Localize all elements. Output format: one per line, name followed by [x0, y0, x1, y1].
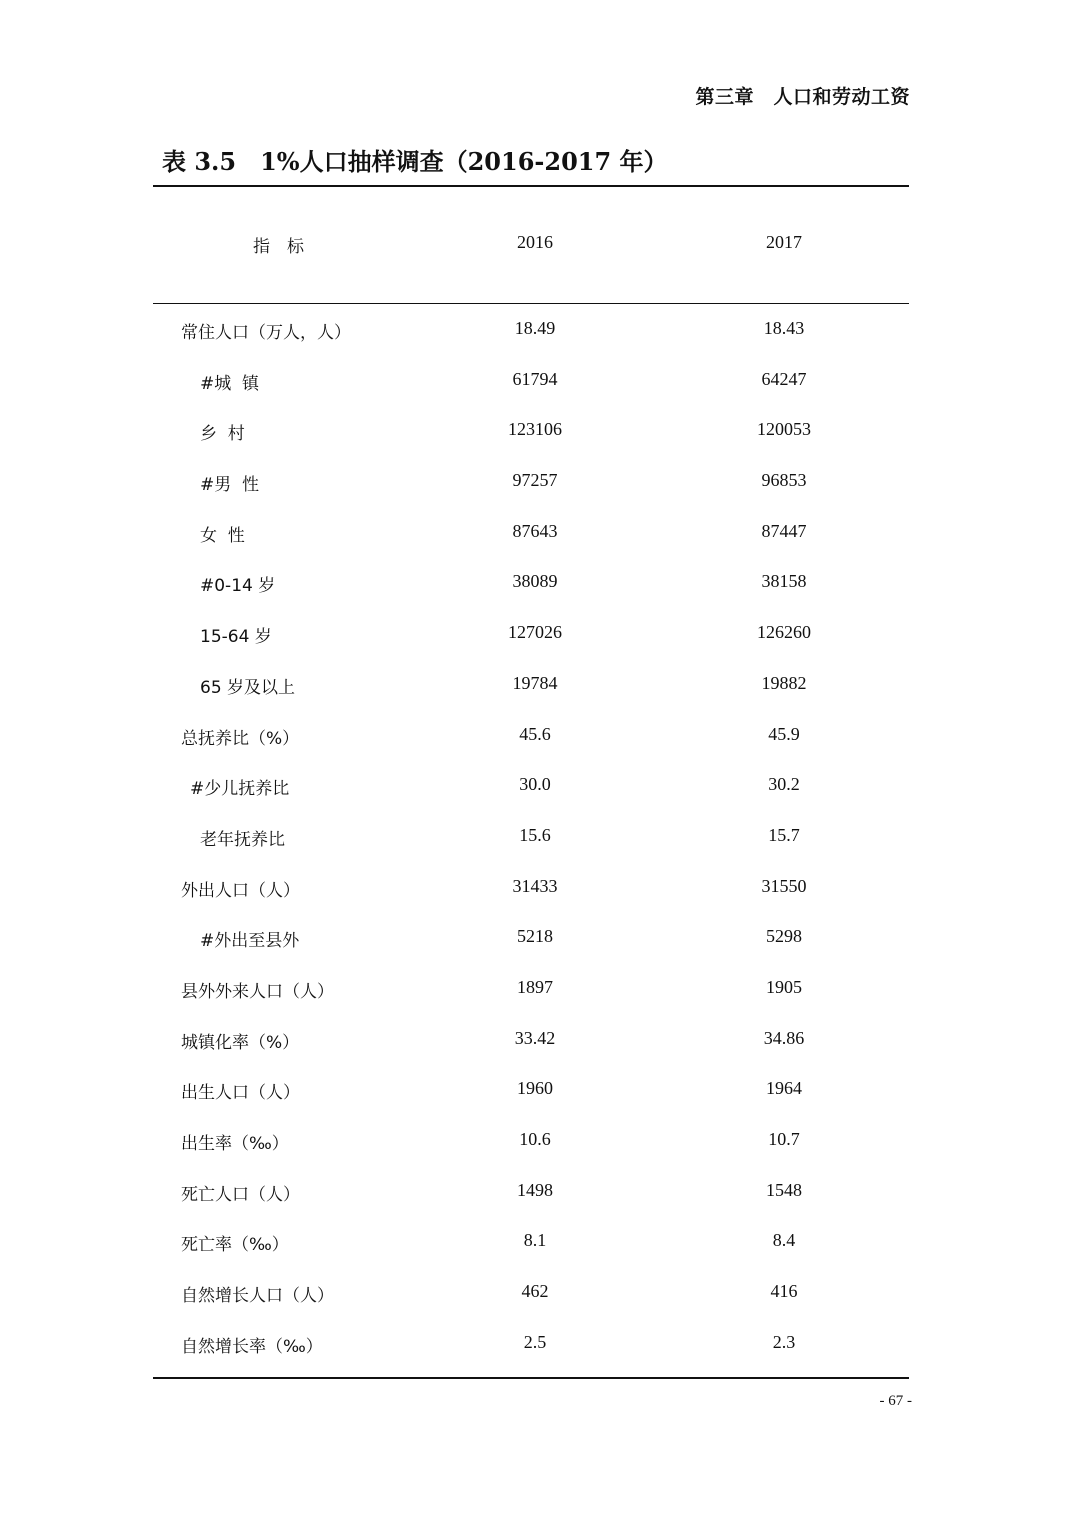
row-value-2016: 462: [521, 1281, 549, 1302]
row-value-2016: 18.49: [514, 318, 556, 338]
table-row: [153, 1230, 909, 1281]
row-value-2016: 61794: [512, 368, 558, 389]
table-row: [153, 825, 909, 876]
row-value-2017: 2.3: [772, 1331, 796, 1352]
table-row: [153, 1180, 909, 1231]
table-body: [153, 318, 909, 1382]
table-header-row: [153, 232, 909, 262]
row-value-2016: 31433: [512, 875, 558, 896]
row-label: #0-14 岁: [200, 576, 276, 597]
row-label: 死亡率（‰）: [181, 1235, 289, 1256]
row-value-2017: 1548: [766, 1179, 802, 1200]
row-value-2017: 1964: [766, 1078, 802, 1099]
row-value-2016: 38089: [512, 571, 558, 592]
row-value-2016: 19784: [512, 672, 558, 693]
row-label: 总抚养比（%）: [181, 728, 300, 749]
table-top-rule: [153, 185, 909, 187]
row-label: 乡 村: [200, 424, 245, 445]
row-label: #少儿抚养比: [190, 779, 290, 800]
row-value-2017: 45.9: [768, 723, 800, 744]
table-row: [153, 1129, 909, 1180]
row-value-2016: 45.6: [519, 723, 551, 744]
row-value-2017: 30.2: [768, 774, 800, 795]
row-value-2017: 5298: [766, 926, 802, 947]
row-value-2016: 10.6: [519, 1129, 551, 1149]
row-label: 城镇化率（%）: [181, 1032, 300, 1053]
row-label: 65 岁及以上: [200, 677, 296, 698]
row-label: 出生人口（人）: [181, 1083, 300, 1104]
row-label: #男 性: [200, 475, 260, 496]
row-value-2017: 1905: [766, 976, 802, 997]
row-value-2017: 18.43: [763, 318, 805, 338]
table-row: [153, 521, 909, 572]
row-value-2016: 1960: [517, 1078, 553, 1099]
table-row: [153, 318, 909, 369]
row-value-2017: 126260: [757, 622, 811, 643]
row-value-2016: 127026: [508, 622, 562, 643]
row-value-2016: 87643: [512, 520, 558, 541]
row-value-2017: 34.86: [763, 1027, 805, 1048]
row-value-2017: 10.7: [768, 1129, 800, 1149]
table-row: [153, 470, 909, 521]
table-row: [153, 724, 909, 775]
column-header-2016: 2016: [517, 232, 553, 252]
row-value-2017: 416: [770, 1281, 798, 1302]
table-title: 表 3.5 1%人口抽样调查（2016-2017 年）: [162, 147, 668, 176]
table-row: [153, 1078, 909, 1129]
row-value-2016: 97257: [512, 470, 558, 491]
table-row: [153, 876, 909, 927]
row-label: 15-64 岁: [200, 627, 272, 648]
table-header-rule: [153, 303, 909, 304]
row-value-2016: 8.1: [523, 1230, 547, 1251]
row-label: #外出至县外: [200, 931, 300, 952]
table-row: [153, 369, 909, 420]
row-value-2016: 33.42: [514, 1027, 556, 1048]
table-row: [153, 1281, 909, 1332]
table-row: [153, 571, 909, 622]
column-header-indicator: 指 标: [253, 237, 304, 257]
row-value-2016: 1498: [517, 1179, 553, 1200]
row-label: 老年抚养比: [200, 829, 285, 850]
row-value-2017: 31550: [761, 875, 807, 896]
table-row: [153, 1028, 909, 1079]
column-header-2017: 2017: [766, 232, 802, 252]
row-value-2017: 38158: [761, 571, 807, 592]
row-value-2016: 5218: [517, 926, 553, 947]
row-label: 死亡人口（人）: [181, 1184, 300, 1205]
row-label: #城 镇: [200, 373, 260, 394]
row-value-2017: 120053: [757, 419, 811, 440]
row-value-2017: 15.7: [768, 824, 800, 845]
chapter-header: 第三章 人口和劳动工资: [695, 86, 910, 108]
row-value-2017: 8.4: [772, 1230, 796, 1251]
table-row: [153, 673, 909, 724]
row-value-2016: 2.5: [523, 1331, 547, 1352]
page-number: - 67 -: [879, 1393, 912, 1409]
table-row: [153, 926, 909, 977]
row-label: 出生率（‰）: [181, 1134, 289, 1154]
row-value-2017: 87447: [761, 520, 807, 541]
table-row: [153, 977, 909, 1028]
row-value-2016: 123106: [508, 419, 562, 440]
row-label: 县外外来人口（人）: [181, 981, 334, 1002]
row-label: 女 性: [200, 525, 245, 546]
row-value-2016: 15.6: [519, 824, 551, 845]
row-label: 自然增长率（‰）: [181, 1336, 323, 1357]
row-value-2017: 96853: [761, 470, 807, 491]
table-bottom-rule: [153, 1377, 909, 1379]
table-row: [153, 774, 909, 825]
table-row: [153, 419, 909, 470]
row-label: 自然增长人口（人）: [181, 1286, 334, 1307]
row-value-2016: 30.0: [519, 774, 551, 795]
table-row: [153, 622, 909, 673]
table-row: [153, 1332, 909, 1383]
row-label: 外出人口（人）: [181, 880, 300, 901]
row-label: 常住人口（万人，人）: [181, 323, 351, 343]
row-value-2017: 64247: [761, 368, 807, 389]
row-value-2016: 1897: [517, 976, 553, 997]
row-value-2017: 19882: [761, 672, 807, 693]
